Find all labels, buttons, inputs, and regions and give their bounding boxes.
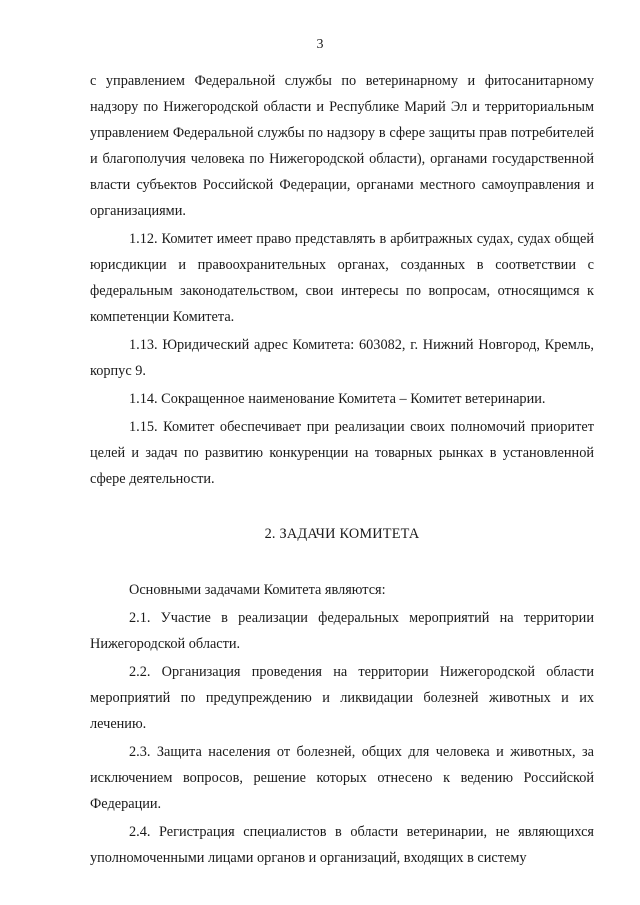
section-heading: 2. ЗАДАЧИ КОМИТЕТА — [264, 526, 420, 542]
document-body — [90, 68, 594, 873]
paragraph-1-12: 1.12. Комитет имеет право представлять в арбитражных судах, судах общей юрисдикции и правоохранительных органах, созданных в соответствии с федеральным законодательством, свои интересы по вопросам, относящимся к компетенции Комитета. — [90, 231, 594, 325]
paragraph-2-3: 2.3. Защита населения от болезней, общих для человека и животных, за исключением вопросов, решение которых отнесено к ведению Российской Федерации. — [90, 744, 594, 812]
paragraph-2-2: 2.2. Организация проведения на территории Нижегородской области мероприятий по предупреждению и ликвидации болезней животных и их лечению. — [90, 664, 594, 732]
paragraph-2-4: 2.4. Регистрация специалистов в области ветеринарии, не являющихся уполномоченными лицами органов и организаций, входящих в систему — [90, 824, 594, 866]
paragraph-1-14: 1.14. Сокращенное наименование Комитета – Комитет ветеринарии. — [129, 391, 546, 407]
paragraph-continuation: с управлением Федеральной службы по ветеринарному и фитосанитарному надзору по Нижегородской области и Республике Марий Эл и территориальным управлением Федеральной службы по надзору в сфере защиты прав потребителей и благополучия человека по Нижегородской области), органами государственной власти субъектов Российской Федерации, органами местного самоуправления и организациями. — [90, 73, 594, 219]
section-intro: Основными задачами Комитета являются: — [129, 582, 386, 598]
page-number: 3 — [316, 37, 324, 52]
paragraph-1-13: 1.13. Юридический адрес Комитета: 603082, г. Нижний Новгород, Кремль, корпус 9. — [90, 337, 594, 379]
paragraph-2-1: 2.1. Участие в реализации федеральных мероприятий на территории Нижегородской области. — [90, 610, 594, 652]
paragraph-1-15: 1.15. Комитет обеспечивает при реализации своих полномочий приоритет целей и задач по развитию конкуренции на товарных рынках в установленной сфере деятельности. — [90, 419, 594, 487]
